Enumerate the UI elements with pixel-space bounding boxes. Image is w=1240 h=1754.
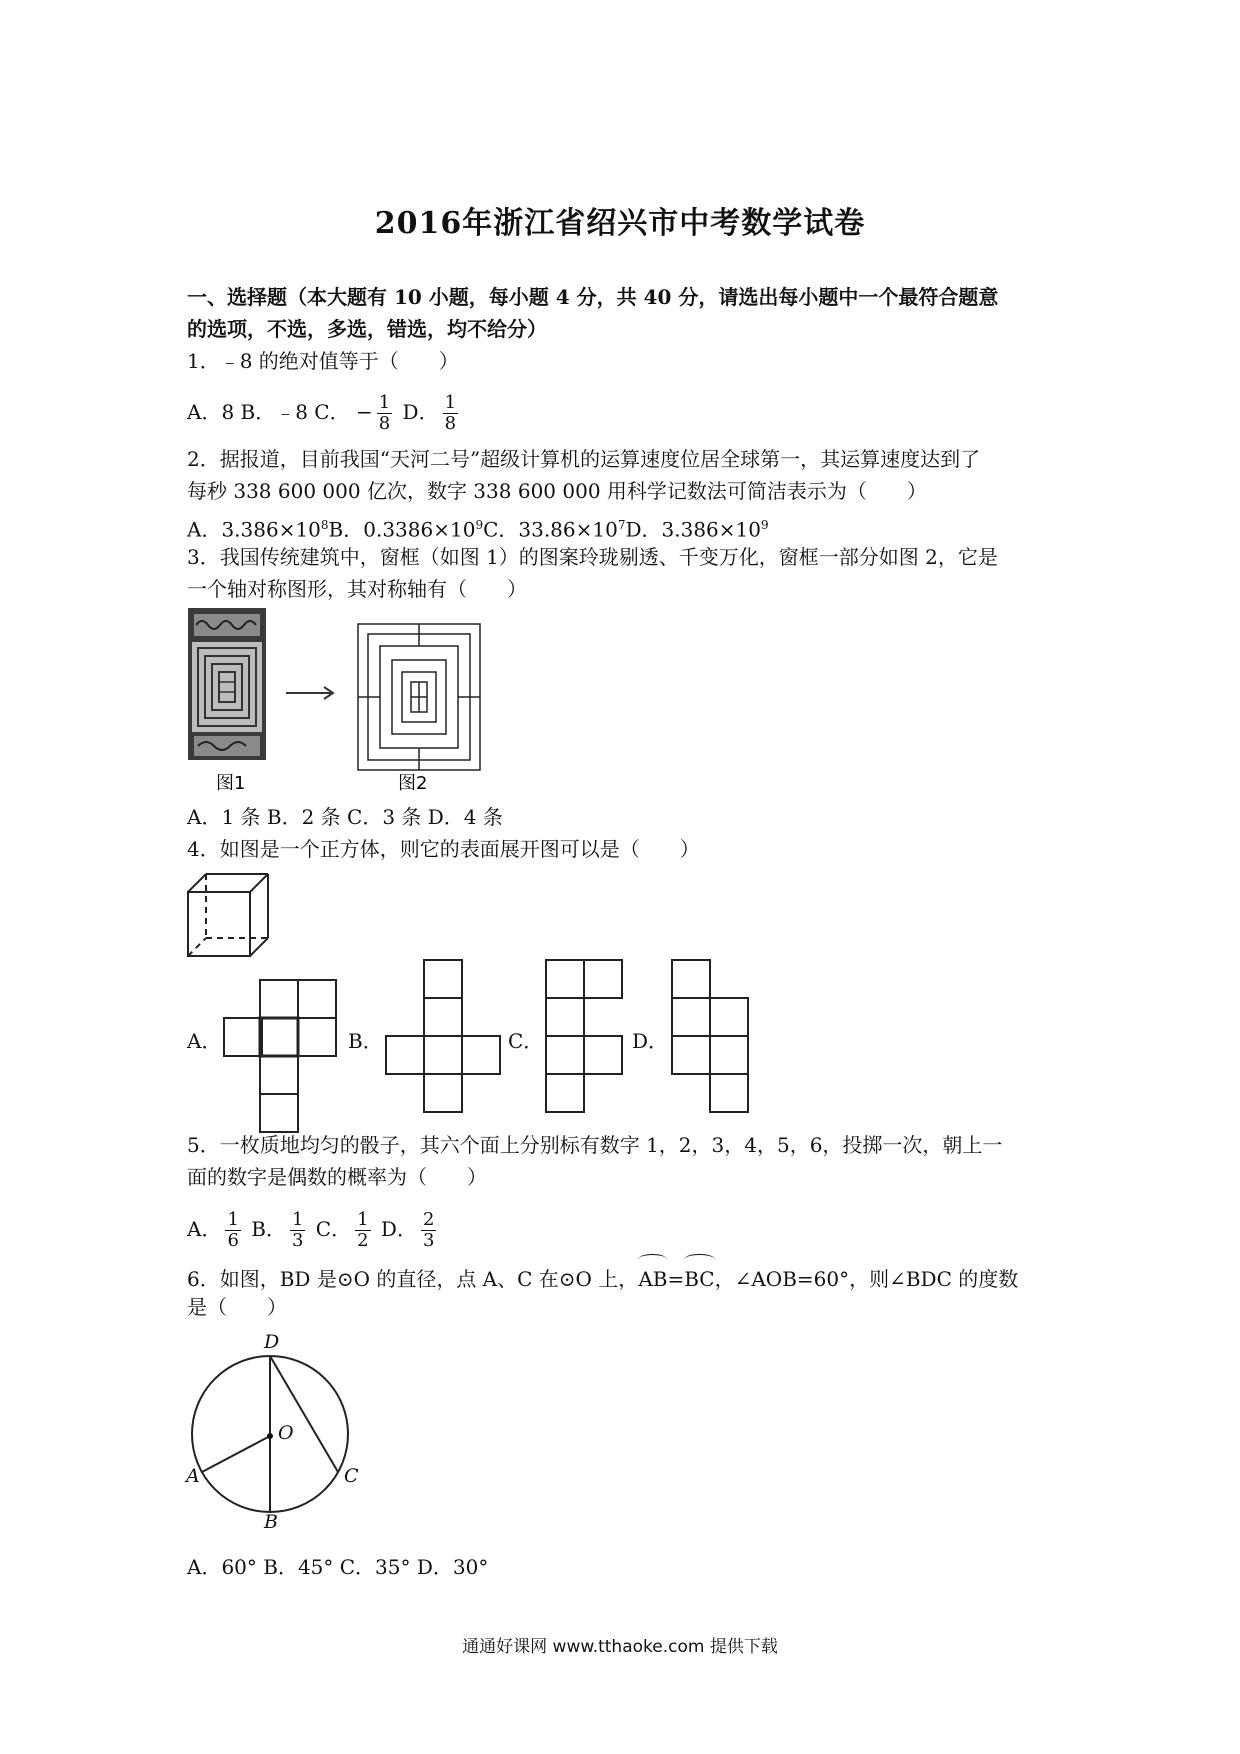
- label-c: C: [344, 1465, 359, 1487]
- q1-option-d: D．: [402, 400, 439, 424]
- page-title: 2016年浙江省绍兴市中考数学试卷: [374, 206, 866, 241]
- net-b: [384, 958, 504, 1118]
- q4-option-d-label: D．: [632, 1029, 669, 1053]
- q4-option-a-label: A．: [187, 1029, 222, 1053]
- q6-line1: 6．如图，BD 是⊙O 的直径，点 A、C 在⊙O 上， AB= BC，∠AOB=60°，则∠BDC 的度数: [187, 1260, 1018, 1294]
- section-heading-line2: 的选项，不选，多选，错选，均不给分）: [187, 317, 547, 341]
- q5-options: A． $\frac{1}{6}$ B． $\frac{1}{3}$ C． $\frac{1}{2}$ D． $\frac{2}{3}$: [187, 1209, 435, 1251]
- window-frame-photo: [188, 608, 266, 760]
- section-heading-line1: 一、选择题（本大题有 10 小题，每小题 4 分，共 40 分，请选出每小题中一个最符合题意: [187, 285, 999, 309]
- net-d: [670, 958, 760, 1118]
- q4-stem: 4．如图是一个正方体，则它的表面展开图可以是（ ）: [187, 837, 700, 861]
- q1-stem: 1．﹣8 的绝对值等于（ ）: [187, 349, 459, 373]
- net-a: [222, 978, 342, 1138]
- q6-line2: 是（ ）: [187, 1295, 287, 1319]
- q5-line1: 5．一枚质地均匀的骰子，其六个面上分别标有数字 1，2，3，4，5，6，投掷一次，朝上一: [187, 1133, 1003, 1157]
- q6-options: A．60° B．45° C．35° D．30°: [187, 1555, 489, 1579]
- arc-bc: BC: [684, 1260, 714, 1294]
- label-a: A: [186, 1465, 200, 1487]
- q1-options: [187, 393, 462, 434]
- q2-line2: 每秒 338 600 000 亿次，数字 338 600 000 用科学记数法可简洁表示为（ ）: [187, 479, 927, 503]
- q1-fraction-d: $\frac{1}{8}$: [444, 392, 457, 434]
- cube-figure: [186, 872, 286, 962]
- q3-line1: 3．我国传统建筑中，窗框（如图 1）的图案玲珑剔透、千变万化，窗框一部分如图 2，它是: [187, 545, 998, 569]
- q1-option-ab: A．8 B．﹣8 C．: [187, 400, 350, 424]
- q3-options: A．1 条 B．2 条 C．3 条 D．4 条: [187, 805, 503, 829]
- label-b: B: [264, 1511, 278, 1533]
- arrow-icon: [286, 687, 333, 699]
- q1-fraction-c: $\frac{1}{8}$: [378, 392, 391, 434]
- fig2-caption: 图2: [398, 773, 428, 794]
- circle-diagram: [186, 1330, 366, 1533]
- segment-oa: [202, 1436, 270, 1472]
- window-frame-figures: [186, 606, 566, 796]
- window-frame-diagram: [358, 624, 480, 770]
- arc-ab: AB: [638, 1260, 667, 1294]
- q5-line2: 面的数字是偶数的概率为（ ）: [187, 1165, 487, 1189]
- page-footer: 通通好课网 www.tthaoke.com 提供下载: [462, 1637, 778, 1657]
- label-d: D: [264, 1331, 280, 1353]
- q4-option-c-label: C．: [508, 1029, 544, 1053]
- fig1-caption: 图1: [216, 773, 246, 794]
- label-o: O: [278, 1422, 294, 1444]
- net-c: [544, 958, 634, 1118]
- q2-line1: 2．据报道，目前我国“天河二号”超级计算机的运算速度位居全球第一，其运算速度达到了: [187, 447, 981, 471]
- q3-line2: 一个轴对称图形，其对称轴有（ ）: [187, 577, 527, 601]
- center-point: [267, 1433, 273, 1439]
- q1-minus: −: [355, 400, 373, 424]
- q4-option-b-label: B．: [348, 1029, 383, 1053]
- q2-options: A．$3.386\times 10^8B$．$0.3386\times 10^9C$．$33.86\times 10^7D$．$3.386\times 10^9$: [187, 517, 769, 542]
- segment-dc: [270, 1356, 338, 1472]
